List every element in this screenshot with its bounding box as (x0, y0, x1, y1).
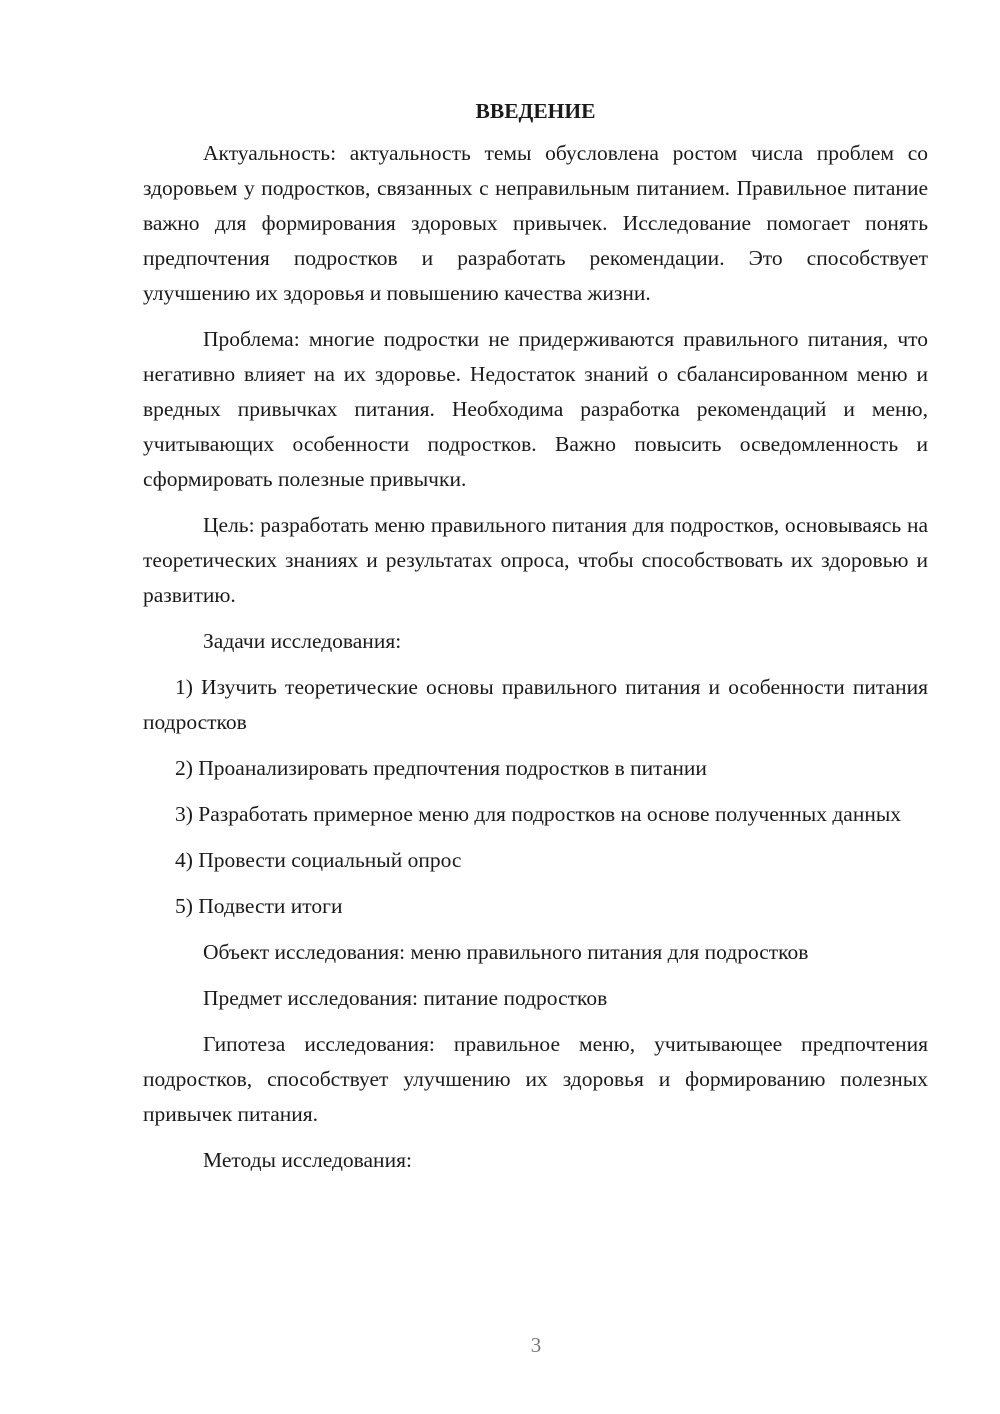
task-item-4: 4) Провести социальный опрос (175, 848, 462, 872)
task-item-5: 5) Подвести итоги (175, 894, 343, 918)
section-heading: ВВЕДЕНИЕ (475, 99, 596, 123)
paragraph-problem: Проблема: многие подростки не придерживаются правильного питания, что негативно влияет на их здоровье. Недостаток знаний о сбалансированном меню и вредных привычках питания. Необходима разработка рекомендаций и меню, учитывающих особенности подростков. Важно повысить осведомленность и сформировать полезные привычки. (143, 327, 928, 491)
paragraph-relevance: Актуальность: актуальность темы обусловлена ростом числа проблем со здоровьем у подростков, связанных с неправильным питанием. Правильное питание важно для формирования здоровых привычек. Исследование помогает понять предпочтения подростков и разработать рекомендации. Это способствует улучшению их здоровья и повышению качества жизни. (143, 141, 928, 305)
page-number: 3 (530, 1333, 542, 1357)
task-item-3: 3) Разработать примерное меню для подростков на основе полученных данных (175, 802, 902, 826)
paragraph-goal: Цель: разработать меню правильного питания для подростков, основываясь на теоретических знаниях и результатах опроса, чтобы способствовать их здоровью и развитию. (143, 513, 928, 607)
task-item-2: 2) Проанализировать предпочтения подростков в питании (175, 756, 707, 780)
paragraph-subject: Предмет исследования: питание подростков (203, 986, 608, 1010)
document-page (143, 96, 928, 1189)
methods-title: Методы исследования: (203, 1148, 412, 1172)
tasks-title: Задачи исследования: (203, 629, 402, 653)
paragraph-hypothesis: Гипотеза исследования: правильное меню, учитывающее предпочтения подростков, способствует улучшению их здоровья и формированию полезных привычек питания. (143, 1032, 928, 1126)
task-item-1: 1) Изучить теоретические основы правильного питания и особенности питания подростков (143, 675, 928, 734)
paragraph-object: Объект исследования: меню правильного питания для подростков (203, 940, 809, 964)
